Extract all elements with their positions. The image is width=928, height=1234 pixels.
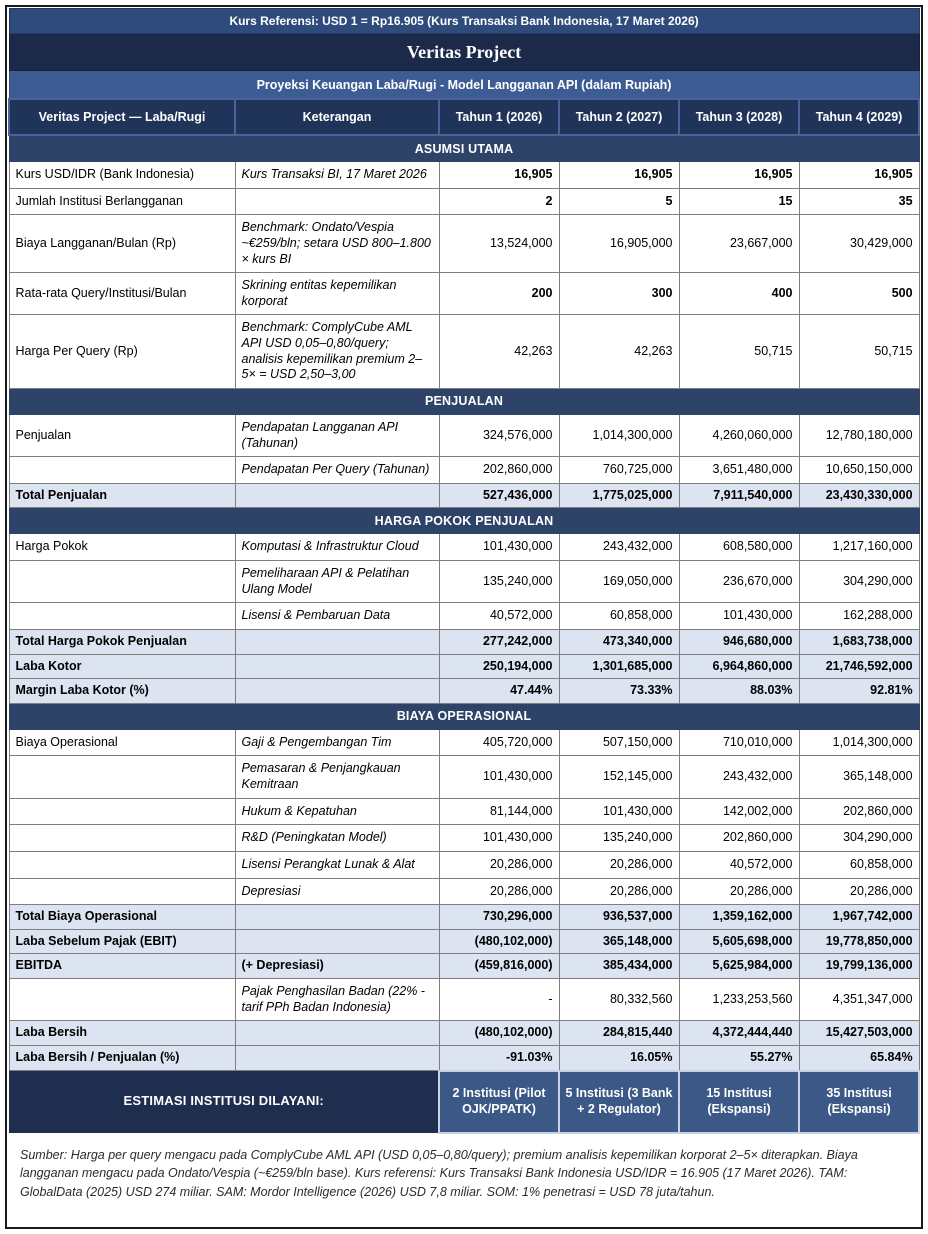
value-cell-year-1: 405,720,000: [439, 729, 559, 756]
table-body: [9, 9, 919, 1133]
total-row: [9, 679, 919, 704]
row-note-cell: Pemasaran & Penjangkauan Kemitraan: [235, 756, 439, 798]
total-row: [9, 905, 919, 930]
column-header-0: Veritas Project — Laba/Rugi: [9, 99, 235, 135]
title-row: [9, 34, 919, 71]
row-note-cell: Komputasi & Infrastruktur Cloud: [235, 534, 439, 561]
value-cell-year-2: 1,301,685,000: [559, 654, 679, 679]
value-cell-year-2: 5: [559, 188, 679, 215]
total-row: [9, 1021, 919, 1046]
table-row: [9, 851, 919, 878]
value-cell-year-1: 2: [439, 188, 559, 215]
value-cell-year-1: 40,572,000: [439, 603, 559, 630]
table-row: [9, 825, 919, 852]
value-cell-year-1: 101,430,000: [439, 534, 559, 561]
value-cell-year-2: 20,286,000: [559, 851, 679, 878]
value-cell-year-1: 20,286,000: [439, 878, 559, 905]
value-cell-year-1: 200: [439, 273, 559, 315]
value-cell-year-3: 5,605,698,000: [679, 929, 799, 954]
value-cell-year-2: 1,775,025,000: [559, 483, 679, 508]
row-label-cell: Total Penjualan: [9, 483, 235, 508]
financial-projection-table: [8, 8, 920, 1134]
value-cell-year-2: 385,434,000: [559, 954, 679, 979]
row-note-cell: Pendapatan Per Query (Tahunan): [235, 457, 439, 484]
total-row: [9, 929, 919, 954]
estimasi-cell-year-3: 15 Institusi (Ekspansi): [679, 1071, 799, 1133]
value-cell-year-2: 300: [559, 273, 679, 315]
value-cell-year-4: 35: [799, 188, 919, 215]
page-title: Veritas Project: [9, 34, 919, 71]
value-cell-year-1: (480,102,000): [439, 1021, 559, 1046]
value-cell-year-3: 3,651,480,000: [679, 457, 799, 484]
row-note-cell: Gaji & Pengembangan Tim: [235, 729, 439, 756]
value-cell-year-2: 16,905,000: [559, 215, 679, 273]
section-header-label: ASUMSI UTAMA: [9, 135, 919, 162]
value-cell-year-3: 236,670,000: [679, 561, 799, 603]
value-cell-year-1: 135,240,000: [439, 561, 559, 603]
value-cell-year-2: 16,905: [559, 162, 679, 189]
value-cell-year-2: 73.33%: [559, 679, 679, 704]
value-cell-year-4: 65.84%: [799, 1045, 919, 1070]
value-cell-year-2: 20,286,000: [559, 878, 679, 905]
total-row: [9, 629, 919, 654]
row-note-cell: [235, 679, 439, 704]
value-cell-year-3: 142,002,000: [679, 798, 799, 825]
value-cell-year-2: 243,432,000: [559, 534, 679, 561]
row-note-cell: Lisensi & Pembaruan Data: [235, 603, 439, 630]
section-row: [9, 388, 919, 414]
row-note-cell: Hukum & Kepatuhan: [235, 798, 439, 825]
row-label-cell: Biaya Langganan/Bulan (Rp): [9, 215, 235, 273]
row-note-cell: [235, 188, 439, 215]
section-header-label: PENJUALAN: [9, 388, 919, 414]
value-cell-year-4: 304,290,000: [799, 825, 919, 852]
table-row: [9, 798, 919, 825]
row-note-cell: Kurs Transaksi BI, 17 Maret 2026: [235, 162, 439, 189]
row-note-cell: Benchmark: Ondato/Vespia ~€259/bln; setara USD 800–1.800 × kurs BI: [235, 215, 439, 273]
value-cell-year-2: 1,014,300,000: [559, 414, 679, 456]
value-cell-year-4: 162,288,000: [799, 603, 919, 630]
value-cell-year-3: 40,572,000: [679, 851, 799, 878]
row-note-cell: Depresiasi: [235, 878, 439, 905]
value-cell-year-4: 20,286,000: [799, 878, 919, 905]
value-cell-year-4: 1,683,738,000: [799, 629, 919, 654]
value-cell-year-3: 1,359,162,000: [679, 905, 799, 930]
table-row: [9, 414, 919, 456]
row-label-cell: Jumlah Institusi Berlangganan: [9, 188, 235, 215]
value-cell-year-3: 23,667,000: [679, 215, 799, 273]
value-cell-year-4: 1,967,742,000: [799, 905, 919, 930]
row-label-cell: Harga Per Query (Rp): [9, 315, 235, 389]
source-note: Sumber: Harga per query mengacu pada ComplyCube AML API (USD 0,05–0,80/query); premium analisis kepemilikan korporat 2–5× diterapkan. Biaya langganan mengacu pada Ondato/Vespia (~€259/bln base). Kurs referensi: Kurs Transaksi Bank Indonesia USD/IDR = 16.905 (17 Maret 2026). TAM: GlobalData (2025) USD 274 miliar. SAM: Mordor Intelligence (2026) USD 7,8 miliar. SOM: 1% penetrasi = USD 78 juta/tahun.: [8, 1134, 920, 1212]
table-row: [9, 603, 919, 630]
row-note-cell: (+ Depresiasi): [235, 954, 439, 979]
value-cell-year-2: 16.05%: [559, 1045, 679, 1070]
value-cell-year-1: -: [439, 979, 559, 1021]
section-row: [9, 508, 919, 534]
column-header-3: Tahun 2 (2027): [559, 99, 679, 135]
table-row: [9, 979, 919, 1021]
value-cell-year-3: 4,372,444,440: [679, 1021, 799, 1046]
value-cell-year-2: 284,815,440: [559, 1021, 679, 1046]
value-cell-year-3: 6,964,860,000: [679, 654, 799, 679]
column-header-row: [9, 99, 919, 135]
value-cell-year-4: 4,351,347,000: [799, 979, 919, 1021]
value-cell-year-1: 20,286,000: [439, 851, 559, 878]
value-cell-year-1: 277,242,000: [439, 629, 559, 654]
value-cell-year-3: 4,260,060,000: [679, 414, 799, 456]
value-cell-year-3: 1,233,253,560: [679, 979, 799, 1021]
row-label-cell: Harga Pokok: [9, 534, 235, 561]
table-row: [9, 162, 919, 189]
row-label-cell: [9, 603, 235, 630]
value-cell-year-2: 152,145,000: [559, 756, 679, 798]
value-cell-year-1: 101,430,000: [439, 825, 559, 852]
table-row: [9, 188, 919, 215]
section-row: [9, 135, 919, 162]
column-header-4: Tahun 3 (2028): [679, 99, 799, 135]
table-row: [9, 273, 919, 315]
value-cell-year-3: 608,580,000: [679, 534, 799, 561]
table-row: [9, 215, 919, 273]
value-cell-year-4: 1,014,300,000: [799, 729, 919, 756]
table-row: [9, 729, 919, 756]
row-label-cell: [9, 979, 235, 1021]
value-cell-year-1: 16,905: [439, 162, 559, 189]
row-note-cell: Benchmark: ComplyCube AML API USD 0,05–0,80/query; analisis kepemilikan premium 2–5× = USD 2,50–3,00: [235, 315, 439, 389]
value-cell-year-1: 47.44%: [439, 679, 559, 704]
total-row: [9, 1045, 919, 1070]
value-cell-year-4: 304,290,000: [799, 561, 919, 603]
table-row: [9, 878, 919, 905]
value-cell-year-4: 15,427,503,000: [799, 1021, 919, 1046]
column-header-5: Tahun 4 (2029): [799, 99, 919, 135]
row-note-cell: Skrining entitas kepemilikan korporat: [235, 273, 439, 315]
value-cell-year-1: (459,816,000): [439, 954, 559, 979]
value-cell-year-3: 400: [679, 273, 799, 315]
exchange-rate-banner-row: [9, 9, 919, 34]
value-cell-year-4: 30,429,000: [799, 215, 919, 273]
value-cell-year-2: 42,263: [559, 315, 679, 389]
value-cell-year-3: 7,911,540,000: [679, 483, 799, 508]
value-cell-year-4: 19,799,136,000: [799, 954, 919, 979]
value-cell-year-4: 23,430,330,000: [799, 483, 919, 508]
value-cell-year-2: 135,240,000: [559, 825, 679, 852]
row-note-cell: [235, 483, 439, 508]
value-cell-year-1: 202,860,000: [439, 457, 559, 484]
table-row: [9, 534, 919, 561]
row-label-cell: Margin Laba Kotor (%): [9, 679, 235, 704]
row-note-cell: Pemeliharaan API & Pelatihan Ulang Model: [235, 561, 439, 603]
value-cell-year-2: 101,430,000: [559, 798, 679, 825]
value-cell-year-1: 81,144,000: [439, 798, 559, 825]
row-label-cell: Penjualan: [9, 414, 235, 456]
value-cell-year-4: 500: [799, 273, 919, 315]
value-cell-year-2: 365,148,000: [559, 929, 679, 954]
value-cell-year-1: (480,102,000): [439, 929, 559, 954]
value-cell-year-3: 15: [679, 188, 799, 215]
value-cell-year-2: 80,332,560: [559, 979, 679, 1021]
section-header-label: HARGA POKOK PENJUALAN: [9, 508, 919, 534]
value-cell-year-3: 101,430,000: [679, 603, 799, 630]
value-cell-year-1: 324,576,000: [439, 414, 559, 456]
value-cell-year-4: 1,217,160,000: [799, 534, 919, 561]
row-label-cell: [9, 561, 235, 603]
exchange-rate-banner: Kurs Referensi: USD 1 = Rp16.905 (Kurs Transaksi Bank Indonesia, 17 Maret 2026): [9, 9, 919, 34]
value-cell-year-2: 60,858,000: [559, 603, 679, 630]
value-cell-year-1: 101,430,000: [439, 756, 559, 798]
value-cell-year-4: 19,778,850,000: [799, 929, 919, 954]
row-label-cell: Rata-rata Query/Institusi/Bulan: [9, 273, 235, 315]
row-label-cell: [9, 457, 235, 484]
value-cell-year-4: 21,746,592,000: [799, 654, 919, 679]
table-row: [9, 756, 919, 798]
value-cell-year-3: 243,432,000: [679, 756, 799, 798]
value-cell-year-3: 5,625,984,000: [679, 954, 799, 979]
row-label-cell: [9, 756, 235, 798]
value-cell-year-1: 13,524,000: [439, 215, 559, 273]
row-label-cell: Total Biaya Operasional: [9, 905, 235, 930]
table-row: [9, 561, 919, 603]
total-row: [9, 654, 919, 679]
value-cell-year-2: 169,050,000: [559, 561, 679, 603]
value-cell-year-4: 365,148,000: [799, 756, 919, 798]
value-cell-year-4: 60,858,000: [799, 851, 919, 878]
estimasi-label: ESTIMASI INSTITUSI DILAYANI:: [9, 1071, 439, 1133]
row-label-cell: [9, 851, 235, 878]
value-cell-year-1: 730,296,000: [439, 905, 559, 930]
row-label-cell: [9, 798, 235, 825]
row-note-cell: [235, 629, 439, 654]
value-cell-year-2: 473,340,000: [559, 629, 679, 654]
subtitle-row: [9, 71, 919, 100]
table-row: [9, 315, 919, 389]
value-cell-year-2: 936,537,000: [559, 905, 679, 930]
value-cell-year-3: 88.03%: [679, 679, 799, 704]
row-label-cell: Laba Bersih: [9, 1021, 235, 1046]
value-cell-year-3: 710,010,000: [679, 729, 799, 756]
value-cell-year-3: 946,680,000: [679, 629, 799, 654]
row-note-cell: [235, 929, 439, 954]
total-row: [9, 483, 919, 508]
row-note-cell: [235, 905, 439, 930]
row-label-cell: EBITDA: [9, 954, 235, 979]
value-cell-year-4: 50,715: [799, 315, 919, 389]
column-header-2: Tahun 1 (2026): [439, 99, 559, 135]
estimasi-cell-year-1: 2 Institusi (Pilot OJK/PPATK): [439, 1071, 559, 1133]
row-note-cell: Lisensi Perangkat Lunak & Alat: [235, 851, 439, 878]
row-note-cell: Pajak Penghasilan Badan (22% - tarif PPh Badan Indonesia): [235, 979, 439, 1021]
value-cell-year-4: 16,905: [799, 162, 919, 189]
estimasi-row: [9, 1071, 919, 1133]
value-cell-year-4: 202,860,000: [799, 798, 919, 825]
value-cell-year-3: 50,715: [679, 315, 799, 389]
value-cell-year-1: -91.03%: [439, 1045, 559, 1070]
value-cell-year-2: 507,150,000: [559, 729, 679, 756]
row-label-cell: Biaya Operasional: [9, 729, 235, 756]
row-note-cell: Pendapatan Langganan API (Tahunan): [235, 414, 439, 456]
row-label-cell: Laba Sebelum Pajak (EBIT): [9, 929, 235, 954]
value-cell-year-4: 12,780,180,000: [799, 414, 919, 456]
row-label-cell: Kurs USD/IDR (Bank Indonesia): [9, 162, 235, 189]
row-note-cell: [235, 654, 439, 679]
value-cell-year-2: 760,725,000: [559, 457, 679, 484]
row-note-cell: R&D (Peningkatan Model): [235, 825, 439, 852]
estimasi-cell-year-4: 35 Institusi (Ekspansi): [799, 1071, 919, 1133]
estimasi-cell-year-2: 5 Institusi (3 Bank + 2 Regulator): [559, 1071, 679, 1133]
value-cell-year-3: 55.27%: [679, 1045, 799, 1070]
row-label-cell: Laba Kotor: [9, 654, 235, 679]
value-cell-year-1: 250,194,000: [439, 654, 559, 679]
column-header-1: Keterangan: [235, 99, 439, 135]
value-cell-year-4: 92.81%: [799, 679, 919, 704]
value-cell-year-3: 202,860,000: [679, 825, 799, 852]
row-label-cell: [9, 825, 235, 852]
row-label-cell: Laba Bersih / Penjualan (%): [9, 1045, 235, 1070]
document-frame: [5, 5, 923, 1229]
row-label-cell: [9, 878, 235, 905]
row-label-cell: Total Harga Pokok Penjualan: [9, 629, 235, 654]
section-row: [9, 703, 919, 729]
value-cell-year-1: 527,436,000: [439, 483, 559, 508]
value-cell-year-3: 16,905: [679, 162, 799, 189]
value-cell-year-3: 20,286,000: [679, 878, 799, 905]
row-note-cell: [235, 1021, 439, 1046]
row-note-cell: [235, 1045, 439, 1070]
section-header-label: BIAYA OPERASIONAL: [9, 703, 919, 729]
table-row: [9, 457, 919, 484]
page-subtitle: Proyeksi Keuangan Laba/Rugi - Model Langganan API (dalam Rupiah): [9, 71, 919, 100]
value-cell-year-1: 42,263: [439, 315, 559, 389]
total-row: [9, 954, 919, 979]
value-cell-year-4: 10,650,150,000: [799, 457, 919, 484]
